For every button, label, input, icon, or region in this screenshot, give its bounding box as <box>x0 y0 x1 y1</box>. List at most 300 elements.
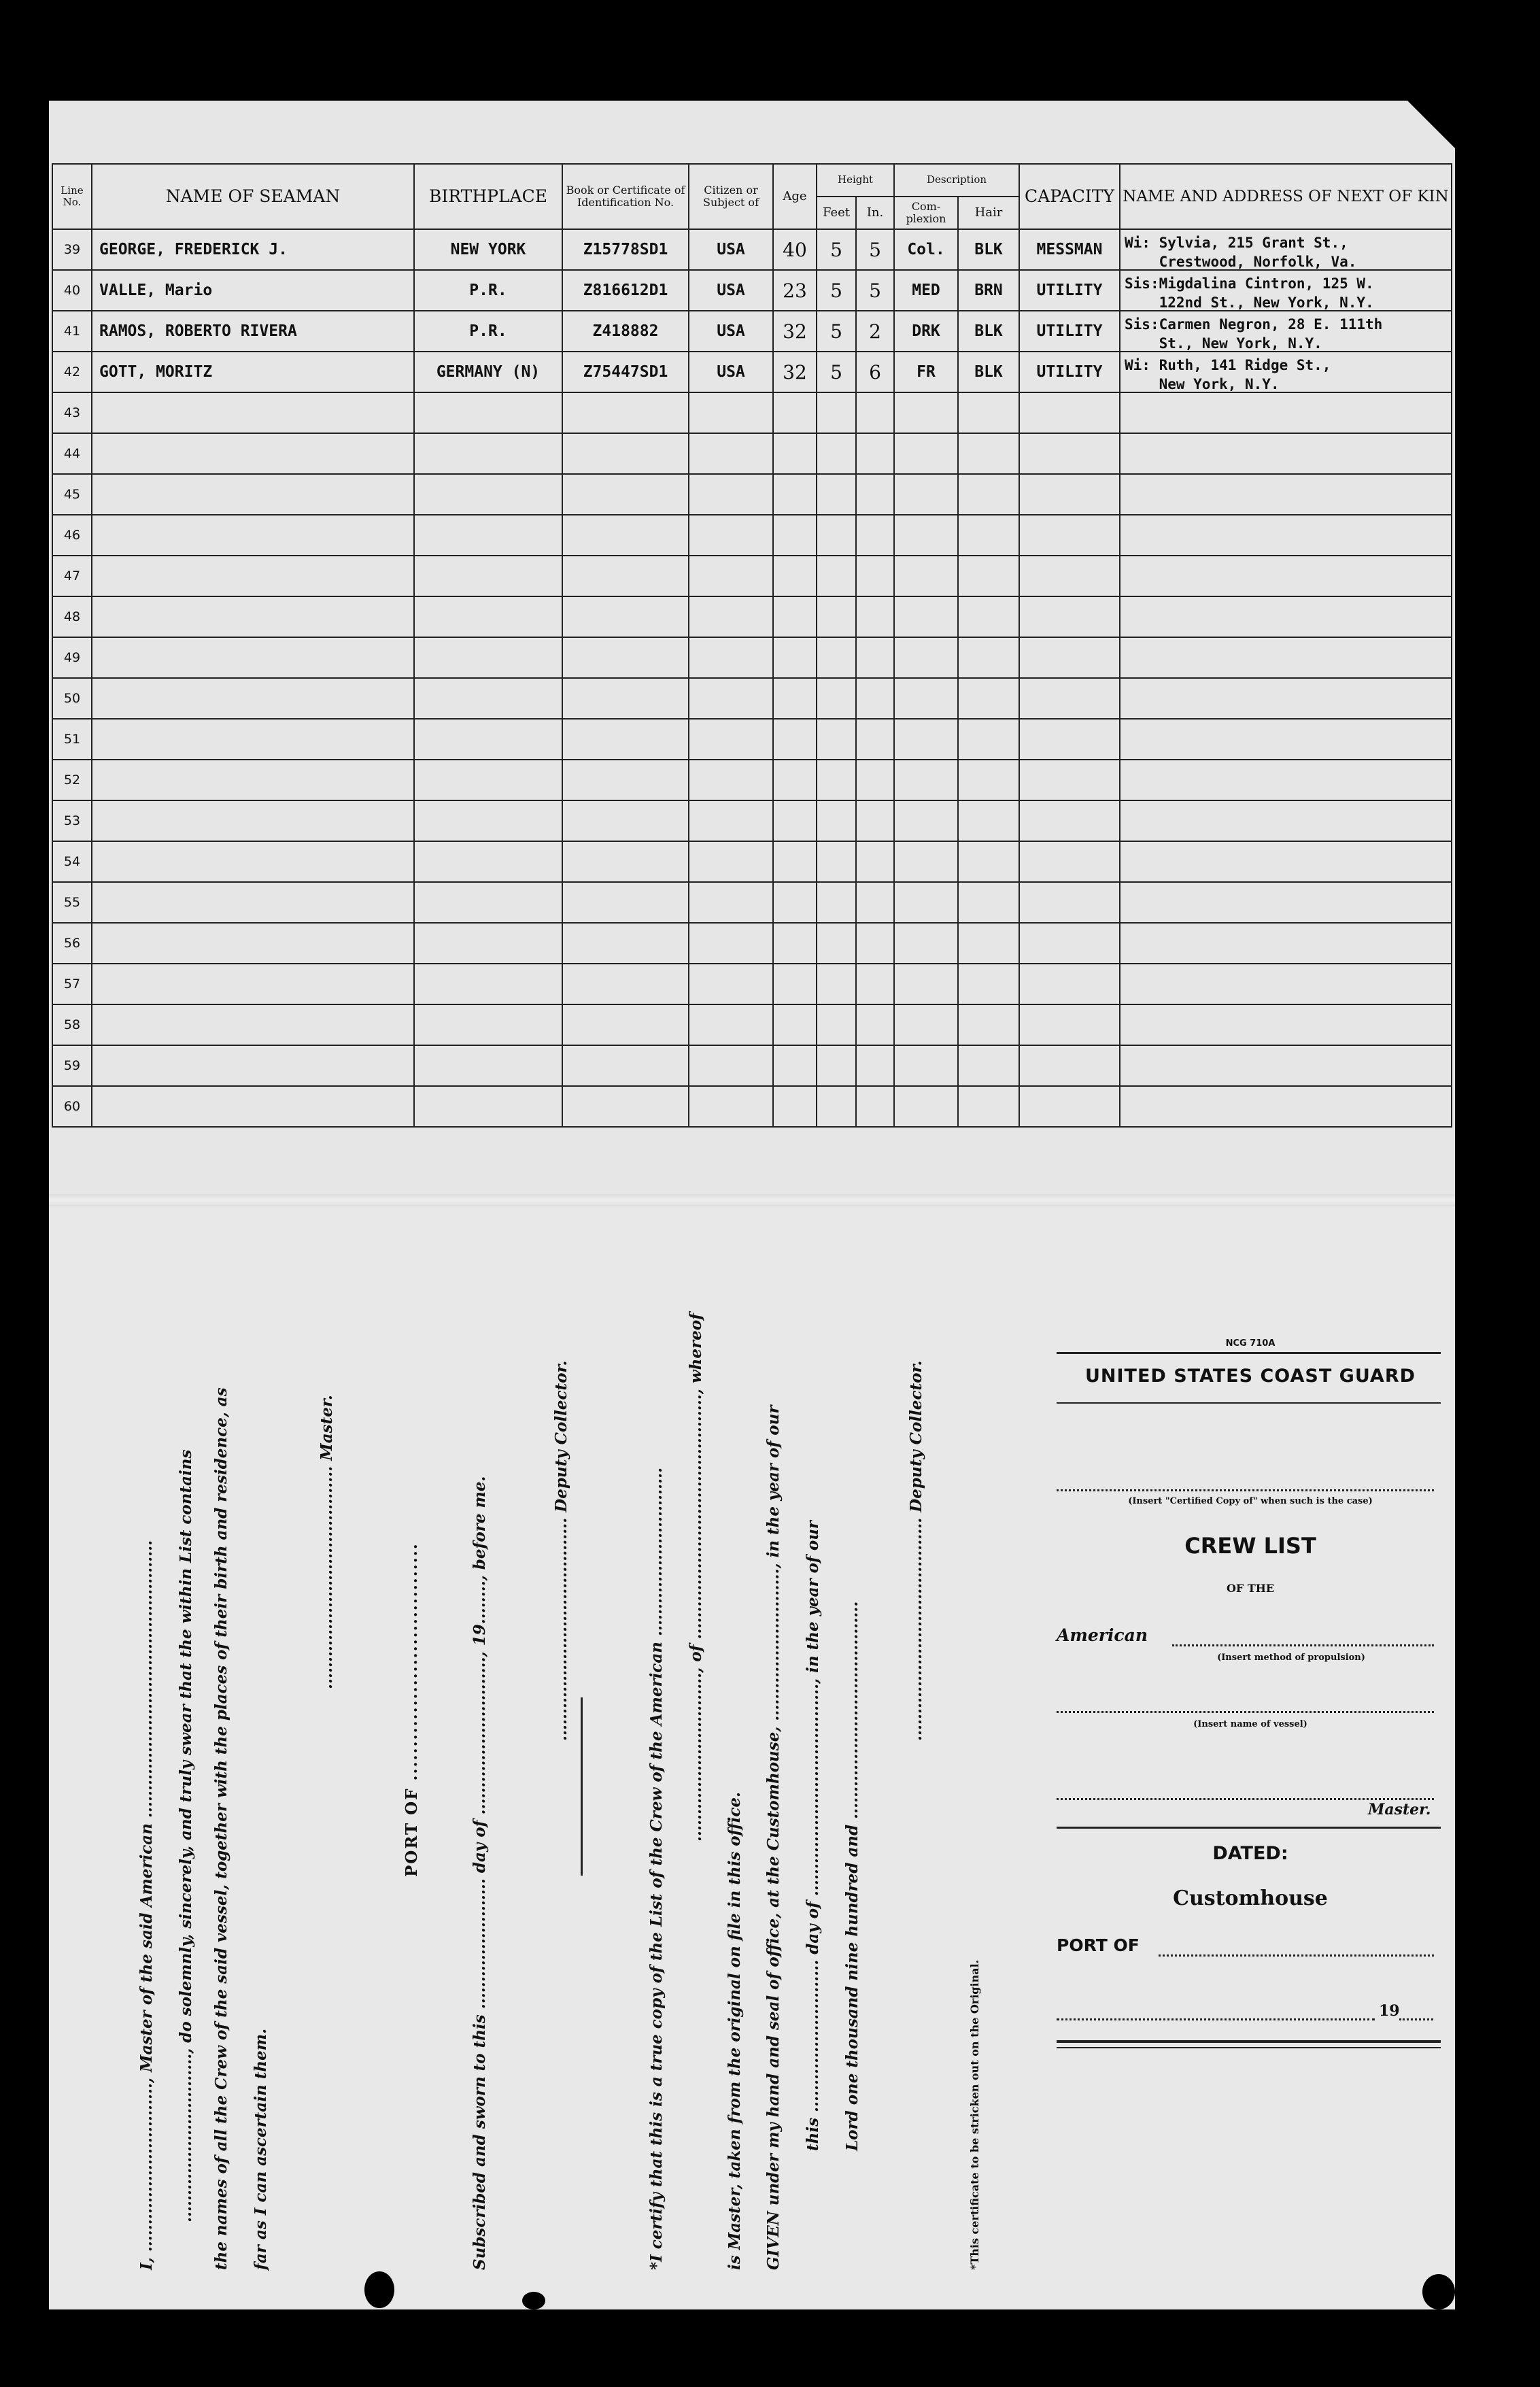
row-hair <box>958 433 1019 474</box>
row-capacity: UTILITY <box>1019 352 1120 392</box>
row-citizen <box>689 760 773 800</box>
row-capacity <box>1019 923 1120 964</box>
row-height-feet <box>817 719 856 760</box>
row-line-number: 60 <box>52 1086 92 1127</box>
row-complexion: Col. <box>894 229 958 270</box>
year-line <box>1399 2018 1433 2020</box>
row-birthplace <box>414 392 562 433</box>
row-age: 40 <box>773 229 817 270</box>
row-height-inches <box>856 1086 894 1127</box>
year-label: 19 <box>1379 2002 1400 2020</box>
row-age <box>773 1004 817 1045</box>
row-height-inches <box>856 841 894 882</box>
row-hair: BRN <box>958 270 1019 311</box>
ink-blot <box>522 2292 545 2309</box>
row-height-feet <box>817 964 856 1004</box>
row-complexion <box>894 637 958 678</box>
row-height-inches <box>856 474 894 515</box>
certified-copy-line <box>1057 1489 1434 1491</box>
port-of-label: PORT OF <box>1057 1935 1140 1955</box>
copy-cert-line-2: ..............................., of ............................................., whereof <box>687 1313 705 1842</box>
row-capacity <box>1019 719 1120 760</box>
row-capacity <box>1019 433 1120 474</box>
row-complexion <box>894 678 958 719</box>
row-next-of-kin <box>1120 1004 1452 1045</box>
deputy-collector-1: ......................................... Deputy Collector. <box>552 1360 570 1741</box>
row-birthplace: GERMANY (N) <box>414 352 562 392</box>
row-height-feet <box>817 433 856 474</box>
row-citizen <box>689 841 773 882</box>
row-capacity <box>1019 964 1120 1004</box>
ink-blot <box>364 2271 394 2308</box>
row-height-inches <box>856 678 894 719</box>
table-row <box>52 311 1452 352</box>
row-next-of-kin <box>1120 800 1452 841</box>
row-certificate-number: Z15778SD1 <box>562 229 689 270</box>
row-height-feet <box>817 556 856 596</box>
row-next-of-kin <box>1120 352 1452 392</box>
row-complexion <box>894 1086 958 1127</box>
table-row <box>52 515 1452 556</box>
row-seaman-name <box>92 596 414 637</box>
american-label: American <box>1057 1625 1148 1645</box>
next-of-kin-text: Sis:Migdalina Cintron, 125 W. 122nd St., New York, N.Y. <box>1125 275 1374 311</box>
row-line-number: 46 <box>52 515 92 556</box>
row-citizen: USA <box>689 352 773 392</box>
table-row <box>52 392 1452 433</box>
vessel-name-line <box>1057 1711 1434 1713</box>
torn-corner <box>1407 101 1455 148</box>
row-hair <box>958 596 1019 637</box>
row-next-of-kin <box>1120 556 1452 596</box>
row-height-inches: 6 <box>856 352 894 392</box>
table-row <box>52 1086 1452 1127</box>
row-capacity <box>1019 1045 1120 1086</box>
row-hair <box>958 800 1019 841</box>
row-capacity <box>1019 596 1120 637</box>
row-complexion <box>894 474 958 515</box>
row-birthplace <box>414 433 562 474</box>
row-age <box>773 719 817 760</box>
next-of-kin-text: Wi: Ruth, 141 Ridge St., New York, N.Y. <box>1125 357 1331 392</box>
row-hair <box>958 882 1019 923</box>
row-capacity: UTILITY <box>1019 311 1120 352</box>
table-row <box>52 678 1452 719</box>
row-height-feet <box>817 637 856 678</box>
row-next-of-kin <box>1120 964 1452 1004</box>
row-complexion <box>894 923 958 964</box>
row-capacity <box>1019 515 1120 556</box>
table-row <box>52 270 1452 311</box>
certificate-footnote: *This certificate to be stricken out on the Original. <box>968 1959 981 2270</box>
row-citizen <box>689 392 773 433</box>
row-line-number: 54 <box>52 841 92 882</box>
row-seaman-name <box>92 760 414 800</box>
row-height-feet <box>817 882 856 923</box>
row-certificate-number <box>562 1045 689 1086</box>
row-citizen: USA <box>689 270 773 311</box>
row-hair <box>958 1004 1019 1045</box>
crew-list-document <box>49 101 1455 2309</box>
table-row <box>52 556 1452 596</box>
row-birthplace <box>414 800 562 841</box>
row-age <box>773 923 817 964</box>
row-height-inches <box>856 719 894 760</box>
agency-name: UNITED STATES COAST GUARD <box>1084 1366 1416 1387</box>
row-seaman-name <box>92 1045 414 1086</box>
row-capacity <box>1019 392 1120 433</box>
row-next-of-kin <box>1120 719 1452 760</box>
row-next-of-kin <box>1120 270 1452 311</box>
table-row <box>52 882 1452 923</box>
table-row <box>52 596 1452 637</box>
row-line-number: 39 <box>52 229 92 270</box>
row-citizen <box>689 596 773 637</box>
row-seaman-name: GEORGE, FREDERICK J. <box>92 229 414 270</box>
next-of-kin-text: Sis:Carmen Negron, 28 E. 111th St., New York, N.Y. <box>1125 316 1383 352</box>
row-complexion: MED <box>894 270 958 311</box>
row-citizen: USA <box>689 229 773 270</box>
row-seaman-name <box>92 841 414 882</box>
table-row <box>52 637 1452 678</box>
row-citizen <box>689 556 773 596</box>
row-age: 32 <box>773 352 817 392</box>
copy-cert-line-5: this ............................ day of ......................................., in the year of our <box>804 1520 822 2151</box>
row-citizen <box>689 1045 773 1086</box>
rule-bottom-2 <box>1057 2047 1441 2048</box>
row-citizen <box>689 433 773 474</box>
row-next-of-kin <box>1120 841 1452 882</box>
row-complexion <box>894 719 958 760</box>
port-line <box>1159 1954 1434 1957</box>
row-capacity <box>1019 474 1120 515</box>
row-hair <box>958 515 1019 556</box>
row-next-of-kin <box>1120 1045 1452 1086</box>
row-citizen <box>689 474 773 515</box>
oath-line-2: ..............................., do solemnly, sincerely, and truly swear that the within List contains <box>177 1449 195 2222</box>
row-height-inches: 5 <box>856 229 894 270</box>
header-complexion: Com- plexion <box>894 197 958 229</box>
row-citizen <box>689 637 773 678</box>
header-citizen: Citizen or Subject of <box>689 164 773 229</box>
row-certificate-number <box>562 515 689 556</box>
row-age <box>773 556 817 596</box>
row-hair <box>958 392 1019 433</box>
header-name: NAME OF SEAMAN <box>92 164 414 229</box>
date-line <box>1057 2018 1375 2020</box>
row-height-feet <box>817 1004 856 1045</box>
row-certificate-number <box>562 882 689 923</box>
row-seaman-name <box>92 1086 414 1127</box>
row-height-inches <box>856 515 894 556</box>
row-age <box>773 596 817 637</box>
deputy-collector-2: ......................................... Deputy Collector. <box>907 1360 925 1741</box>
row-birthplace <box>414 678 562 719</box>
row-height-inches: 2 <box>856 311 894 352</box>
header-capacity: CAPACITY <box>1019 164 1120 229</box>
certified-copy-note: (Insert "Certified Copy of" when such is the case) <box>1128 1496 1373 1506</box>
subscribed-sworn-line: Subscribed and sworn to this ........................ day of ............................., 19........, before me. <box>470 1476 489 2270</box>
row-height-inches <box>856 800 894 841</box>
row-seaman-name <box>92 556 414 596</box>
row-line-number: 40 <box>52 270 92 311</box>
row-line-number: 55 <box>52 882 92 923</box>
oath-line-4: far as I can ascertain them. <box>252 2028 270 2270</box>
table-row <box>52 923 1452 964</box>
form-number: NCG 710A <box>1225 1338 1276 1349</box>
row-certificate-number <box>562 1004 689 1045</box>
master-label: Master. <box>1368 1801 1431 1818</box>
row-complexion <box>894 800 958 841</box>
row-citizen <box>689 678 773 719</box>
row-age <box>773 800 817 841</box>
row-age <box>773 392 817 433</box>
row-complexion <box>894 964 958 1004</box>
header-inches: In. <box>856 197 894 229</box>
row-birthplace <box>414 515 562 556</box>
row-birthplace <box>414 1045 562 1086</box>
crew-table <box>52 163 1452 1128</box>
row-hair <box>958 760 1019 800</box>
header-line-no: Line No. <box>52 164 92 229</box>
row-birthplace <box>414 1086 562 1127</box>
row-certificate-number <box>562 392 689 433</box>
row-line-number: 56 <box>52 923 92 964</box>
dated-label: DATED: <box>1212 1843 1288 1864</box>
row-complexion <box>894 515 958 556</box>
row-hair <box>958 678 1019 719</box>
table-row <box>52 1004 1452 1045</box>
row-capacity <box>1019 678 1120 719</box>
row-complexion <box>894 760 958 800</box>
row-height-inches <box>856 923 894 964</box>
row-birthplace: P.R. <box>414 270 562 311</box>
row-seaman-name: VALLE, Mario <box>92 270 414 311</box>
row-height-feet <box>817 678 856 719</box>
row-certificate-number <box>562 923 689 964</box>
row-capacity <box>1019 1086 1120 1127</box>
row-height-inches <box>856 760 894 800</box>
row-age: 23 <box>773 270 817 311</box>
row-seaman-name <box>92 882 414 923</box>
row-height-feet: 5 <box>817 311 856 352</box>
copy-cert-line-6: Lord one thousand nine hundred and ........................................ <box>843 1601 861 2151</box>
row-hair <box>958 556 1019 596</box>
row-certificate-number <box>562 596 689 637</box>
row-line-number: 50 <box>52 678 92 719</box>
row-next-of-kin <box>1120 474 1452 515</box>
row-complexion <box>894 433 958 474</box>
row-height-feet <box>817 474 856 515</box>
row-birthplace <box>414 596 562 637</box>
row-height-inches <box>856 556 894 596</box>
row-birthplace <box>414 882 562 923</box>
table-row <box>52 352 1452 392</box>
row-next-of-kin <box>1120 392 1452 433</box>
row-complexion <box>894 1045 958 1086</box>
row-complexion <box>894 882 958 923</box>
row-next-of-kin <box>1120 882 1452 923</box>
rule-top <box>1057 1352 1441 1354</box>
row-certificate-number <box>562 433 689 474</box>
row-seaman-name <box>92 719 414 760</box>
row-certificate-number <box>562 719 689 760</box>
table-row <box>52 964 1452 1004</box>
header-age: Age <box>773 164 817 229</box>
row-height-inches <box>856 1004 894 1045</box>
row-capacity <box>1019 556 1120 596</box>
row-hair: BLK <box>958 352 1019 392</box>
vessel-name-note: (Insert name of vessel) <box>1193 1719 1307 1729</box>
row-complexion <box>894 841 958 882</box>
row-age <box>773 841 817 882</box>
row-age <box>773 964 817 1004</box>
row-citizen <box>689 515 773 556</box>
row-age <box>773 1086 817 1127</box>
row-height-inches <box>856 1045 894 1086</box>
table-row <box>52 800 1452 841</box>
row-age <box>773 515 817 556</box>
header-description: Description <box>894 164 1019 197</box>
row-birthplace <box>414 556 562 596</box>
row-seaman-name <box>92 637 414 678</box>
header-feet: Feet <box>817 197 856 229</box>
propulsion-note: (Insert method of propulsion) <box>1217 1653 1365 1663</box>
row-next-of-kin <box>1120 433 1452 474</box>
row-certificate-number <box>562 678 689 719</box>
row-complexion: FR <box>894 352 958 392</box>
row-citizen <box>689 1004 773 1045</box>
row-line-number: 45 <box>52 474 92 515</box>
row-height-feet <box>817 841 856 882</box>
row-birthplace <box>414 760 562 800</box>
ink-blot <box>1422 2274 1455 2309</box>
row-line-number: 48 <box>52 596 92 637</box>
oath-line-3: the names of all the Crew of the said vessel, together with the places of their birth and residence, as <box>212 1387 230 2270</box>
row-capacity <box>1019 637 1120 678</box>
row-height-feet <box>817 760 856 800</box>
row-seaman-name <box>92 1004 414 1045</box>
propulsion-line <box>1172 1644 1434 1646</box>
header-birthplace: BIRTHPLACE <box>414 164 562 229</box>
row-certificate-number <box>562 964 689 1004</box>
row-height-feet: 5 <box>817 270 856 311</box>
header-height: Height <box>817 164 894 197</box>
table-row <box>52 719 1452 760</box>
row-line-number: 59 <box>52 1045 92 1086</box>
row-hair <box>958 1045 1019 1086</box>
rule-above-dated <box>1057 1827 1441 1829</box>
row-birthplace <box>414 474 562 515</box>
next-of-kin-text: Wi: Sylvia, 215 Grant St., Crestwood, Norfolk, Va. <box>1125 235 1357 270</box>
master-line <box>1057 1798 1434 1800</box>
row-height-inches <box>856 637 894 678</box>
master-signature-line: ......................................... Master. <box>318 1395 336 1689</box>
row-height-inches: 5 <box>856 270 894 311</box>
row-age <box>773 882 817 923</box>
header-hair: Hair <box>958 197 1019 229</box>
row-line-number: 51 <box>52 719 92 760</box>
row-next-of-kin <box>1120 678 1452 719</box>
row-age <box>773 1045 817 1086</box>
row-age <box>773 760 817 800</box>
row-age <box>773 474 817 515</box>
row-capacity <box>1019 841 1120 882</box>
row-height-inches <box>856 964 894 1004</box>
oath-port-of: PORT OF ................................... <box>403 1542 421 1877</box>
row-height-feet <box>817 1045 856 1086</box>
row-height-feet <box>817 392 856 433</box>
row-citizen: USA <box>689 311 773 352</box>
row-certificate-number: Z418882 <box>562 311 689 352</box>
row-capacity <box>1019 882 1120 923</box>
row-seaman-name: RAMOS, ROBERTO RIVERA <box>92 311 414 352</box>
row-hair <box>958 841 1019 882</box>
row-certificate-number <box>562 556 689 596</box>
row-capacity: UTILITY <box>1019 270 1120 311</box>
row-certificate-number <box>562 800 689 841</box>
row-seaman-name <box>92 474 414 515</box>
row-next-of-kin <box>1120 229 1452 270</box>
row-next-of-kin <box>1120 923 1452 964</box>
row-height-inches <box>856 392 894 433</box>
row-complexion: DRK <box>894 311 958 352</box>
row-birthplace <box>414 964 562 1004</box>
row-line-number: 58 <box>52 1004 92 1045</box>
header-book: Book or Certificate of Identification No. <box>562 164 689 229</box>
copy-cert-line-1: *I certify that this is a true copy of the List of the Crew of the American ............................... <box>647 1467 666 2270</box>
row-complexion <box>894 596 958 637</box>
row-seaman-name <box>92 433 414 474</box>
row-height-feet <box>817 596 856 637</box>
row-age: 32 <box>773 311 817 352</box>
row-capacity <box>1019 760 1120 800</box>
row-seaman-name <box>92 515 414 556</box>
row-hair: BLK <box>958 311 1019 352</box>
row-certificate-number <box>562 1086 689 1127</box>
row-citizen <box>689 964 773 1004</box>
rule-under-agency <box>1057 1402 1441 1404</box>
row-next-of-kin <box>1120 596 1452 637</box>
crew-rows <box>52 229 1452 1127</box>
row-capacity: MESSMAN <box>1019 229 1120 270</box>
row-height-feet: 5 <box>817 352 856 392</box>
table-row <box>52 433 1452 474</box>
crew-list-title: CREW LIST <box>1184 1533 1316 1559</box>
row-hair <box>958 637 1019 678</box>
row-line-number: 41 <box>52 311 92 352</box>
row-age <box>773 637 817 678</box>
row-line-number: 49 <box>52 637 92 678</box>
row-hair <box>958 719 1019 760</box>
table-row <box>52 760 1452 800</box>
row-age <box>773 678 817 719</box>
row-birthplace <box>414 1004 562 1045</box>
row-line-number: 43 <box>52 392 92 433</box>
row-height-feet <box>817 515 856 556</box>
row-seaman-name <box>92 964 414 1004</box>
row-height-feet <box>817 800 856 841</box>
row-seaman-name <box>92 923 414 964</box>
row-next-of-kin <box>1120 637 1452 678</box>
row-line-number: 47 <box>52 556 92 596</box>
table-row <box>52 841 1452 882</box>
row-hair: BLK <box>958 229 1019 270</box>
separator-rule <box>581 1697 583 1876</box>
row-complexion <box>894 1004 958 1045</box>
row-hair <box>958 964 1019 1004</box>
row-hair <box>958 474 1019 515</box>
